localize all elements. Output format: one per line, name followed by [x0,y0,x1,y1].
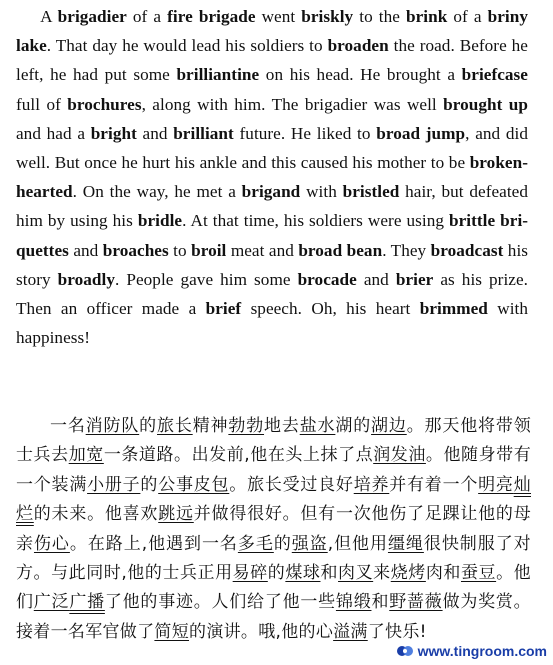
vocab-word: fire brigade [167,7,256,26]
passage-text: 了快乐! [367,621,427,642]
vocab-translation: 明亮 [478,474,514,495]
passage-text: 肉和 [425,563,461,584]
vocab-word: briskly [301,7,354,26]
vocab-word: brittle briquettes [16,211,529,260]
passage-text: and had a [16,123,91,143]
passage-text: , and did well. But once he hurt his ankle and this caused his mother to be [16,123,528,173]
passage-text: 和 [371,592,390,613]
vocab-translation: 润发油 [373,445,426,466]
vocab-word: broadcast [430,240,504,260]
vocab-word: brigand [241,182,301,202]
vocab-translation: 盐水 [299,416,336,436]
passage-text: 的演讲。哦,他的心 [189,621,334,642]
vocab-translation: 公事皮包 [158,474,230,495]
passage-text: 。旅长受过良好 [229,474,354,495]
passage-text: 并有着一个 [389,474,479,495]
passage-text: meat and [226,240,299,260]
passage-text: 的 [273,533,292,554]
passage-text: 。他们 [16,563,531,613]
passage-text: on his head. He brought a [259,65,462,85]
passage-text: . They [382,240,431,260]
passage-text: full of [16,94,68,114]
passage-text: and [136,123,174,143]
passage-text: , along with him. The brigadier was well [141,94,444,114]
passage-text: to the [353,7,406,26]
vocab-word: brochures [67,94,142,114]
vocab-word: brink [406,7,448,26]
vocab-word: bridle [137,211,183,231]
vocab-word: broil [191,240,227,260]
passage-text: 地去 [264,416,300,436]
vocab-translation: 强盗 [291,533,328,554]
passage-text: 很快制服了对方。与此同时,他的士兵正用 [16,533,531,584]
passage-text: ,但他用 [327,533,388,554]
vocab-translation: 溢满 [333,621,368,642]
passage-text: and [68,240,103,260]
vocab-translation: 烧烤 [390,563,426,584]
vocab-word: brought up [443,94,528,114]
passage-text: 。他随身带有一个装满 [16,445,531,495]
passage-text: of a [447,7,488,26]
passage-text: hair, but defeated him by using his [16,182,529,231]
vocab-translation: 跳远 [158,504,194,525]
vocab-word: brigadier [57,7,127,26]
vocab-word: broaches [102,240,169,260]
passage-text: . On the way, he met a [72,182,242,202]
passage-text: 的 [267,563,286,584]
passage-text: of a [126,7,168,26]
vocab-translation: 多毛 [237,533,274,554]
tingroom-logo-icon [396,644,414,658]
vocab-word: broad bean [298,240,383,260]
passage-text: 。那天他将带领士兵去 [16,416,532,466]
passage-text: 做为奖赏。接着一名军官做了 [16,592,531,642]
chinese-passage [16,412,531,647]
vocab-word: broadly [57,269,115,289]
passage-text: 的未来。他喜欢 [33,504,159,525]
english-passage [16,2,528,352]
vocab-word: broken-hearted [16,153,528,202]
passage-text: to [168,240,192,260]
passage-text: 和 [320,563,339,584]
vocab-translation: 伤心 [33,533,70,554]
passage-text: future. He liked to [233,123,377,143]
vocab-translation: 野蔷薇 [389,592,443,613]
vocab-word: brilliantine [176,65,260,85]
vocab-translation: 消防队 [85,416,140,436]
vocab-translation: 小册子 [87,474,141,495]
vocab-word: briefcase [461,65,528,85]
passage-text: went [255,7,302,26]
passage-text: and [356,269,396,289]
passage-text: as his prize. Then an officer made a [16,269,528,319]
passage-text: 并做得很好。但有一次他伤了足踝让他的母亲 [16,504,531,554]
passage-text: speech. Oh, his heart [241,299,420,319]
passage-text: 精神 [192,416,229,436]
vocab-translation: 蚕豆 [460,563,497,584]
passage-text: with [300,182,343,202]
vocab-translation: 肉叉 [338,563,374,584]
vocab-word: broad jump [376,123,466,143]
vocab-word: brief [205,299,242,319]
vocab-translation: 培养 [353,474,390,495]
passage-text: his story [16,240,529,289]
passage-text: . That day he would lead his soldiers to [46,36,328,56]
watermark-text: www.tingroom.com [417,643,547,659]
vocab-translation: 缰绳 [387,533,424,554]
vocab-word: brier [395,269,434,289]
vocab-translation: 广泛 [33,592,70,613]
passage-text: . People gave him some [115,269,298,289]
passage-text: 的 [140,474,159,495]
passage-text: A [40,7,58,26]
vocab-translation: 易碎 [232,563,268,584]
vocab-translation: 煤球 [285,563,321,584]
vocab-translation: 加宽 [68,445,104,466]
vocab-translation: 勃勃 [228,416,265,436]
passage-text: 的 [139,416,158,436]
site-watermark [396,643,547,659]
passage-text: . At that time, his soldiers were using [182,211,449,231]
passage-text: 湖的 [335,416,372,436]
vocab-word: brimmed [419,299,488,319]
passage-text: 了他的事迹。人们给了他一些 [104,592,336,613]
passage-text: 。在路上,他遇到一名 [69,533,238,554]
vocab-word: briny lake [16,7,528,56]
passage-text: with happiness! [16,299,529,348]
vocab-translation: 湖边 [371,416,407,436]
passage-text: the road. Before he left, he had put some [16,36,528,85]
vocab-word: brocade [297,269,357,289]
passage-text: 一名 [50,416,86,436]
vocab-word: broaden [327,36,389,56]
vocab-word: bright [90,123,137,143]
vocab-translation: 简短 [154,621,190,642]
vocab-translation: 广播 [69,592,105,613]
vocab-word: bristled [342,182,400,202]
vocab-translation: 灿烂 [16,474,531,525]
vocab-word: brilliant [173,123,234,143]
passage-text: 一条道路。出发前,他在头上抹了点 [103,445,374,466]
passage-text: 来 [373,563,391,584]
vocab-translation: 旅长 [157,416,193,436]
vocab-translation: 锦缎 [335,592,372,613]
